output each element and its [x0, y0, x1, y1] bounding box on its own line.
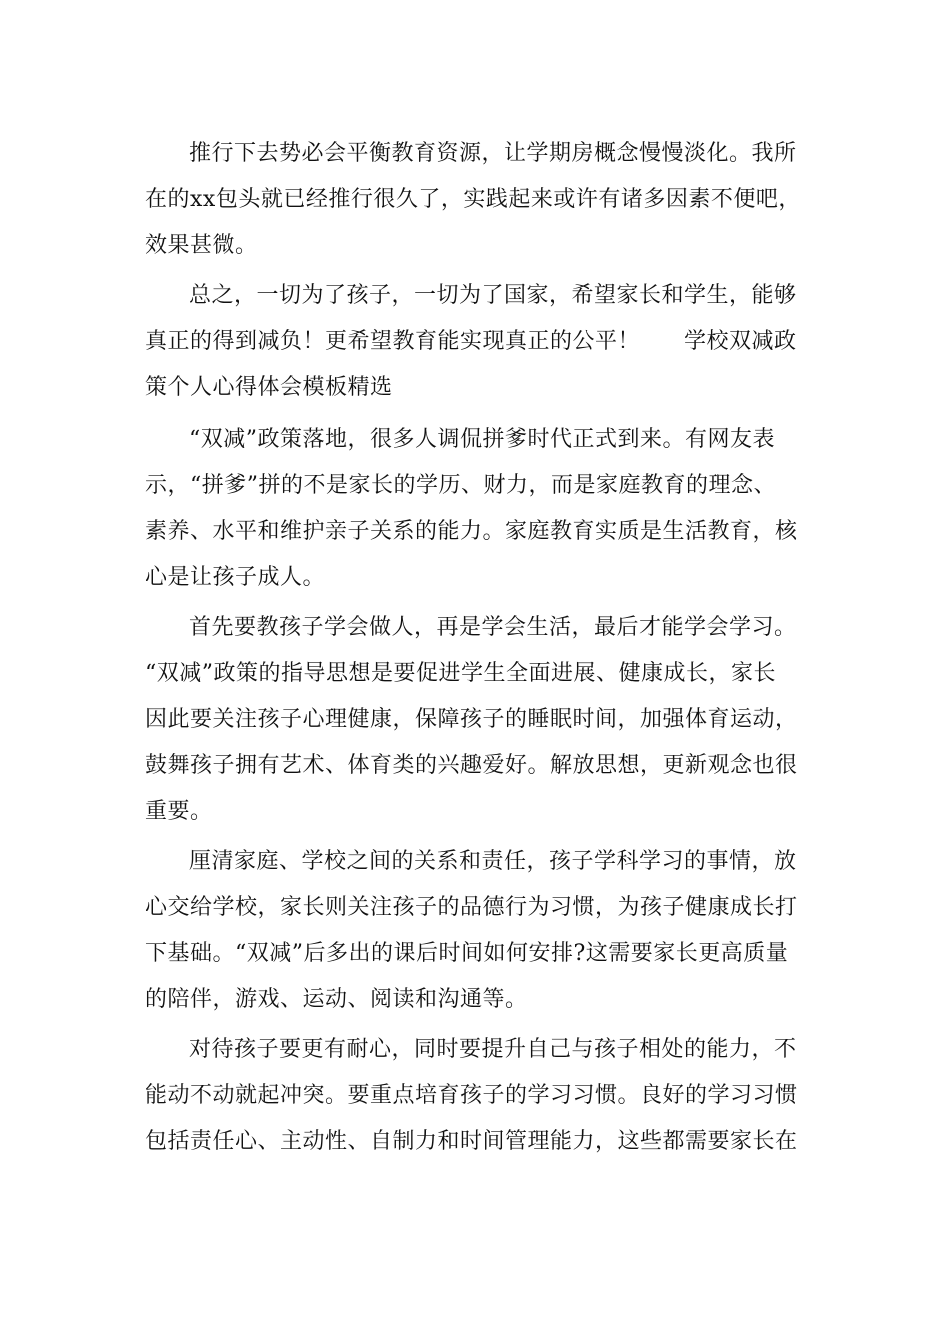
paragraph-line: 效果甚微。	[145, 233, 258, 258]
paragraph-line: 示，“拼爹”拼的不是家长的学历、财力，而是家庭教育的理念、	[145, 473, 776, 498]
paragraph-line: 总之，一切为了孩子，一切为了国家，希望家长和学生，能够	[189, 283, 797, 308]
paragraph-line: 因此要关注孩子心理健康，保障孩子的睡眠时间，加强体育运动，	[145, 707, 798, 732]
paragraph-line: 重要。	[145, 799, 213, 824]
paragraph-5	[145, 839, 810, 1023]
paragraph-6	[145, 1027, 810, 1165]
paragraph-line: 真正的得到减负！更希望教育能实现真正的公平！	[145, 329, 641, 354]
paragraph-line: 包括责任心、主动性、自制力和时间管理能力，这些都需要家长在	[145, 1129, 798, 1154]
paragraph-line: “双减”政策落地，很多人调侃拼爹时代正式到来。有网友表	[189, 427, 775, 452]
paragraph-line: 在的xx包头就已经推行很久了，实践起来或许有诸多因素不便吧，	[145, 187, 801, 212]
paragraph-line: 素养、水平和维护亲子关系的能力。家庭教育实质是生活教育，核	[145, 519, 798, 544]
paragraph-3	[145, 417, 810, 601]
paragraph-line: 厘清家庭、学校之间的关系和责任，孩子学科学习的事情，放	[189, 849, 797, 874]
document-body	[145, 131, 810, 1165]
paragraph-line: 对待孩子要更有耐心，同时要提升自己与孩子相处的能力，不	[189, 1037, 797, 1062]
paragraph-line: 鼓舞孩子拥有艺术、体育类的兴趣爱好。解放思想，更新观念也很	[145, 753, 798, 778]
paragraph-4	[145, 605, 810, 835]
paragraph-line-with-heading	[145, 319, 810, 365]
section-heading-end: 策个人心得体会模板精选	[145, 375, 393, 400]
paragraph-line: 的陪伴，游戏、运动、阅读和沟通等。	[145, 987, 528, 1012]
paragraph-line: “双减”政策的指导思想是要促进学生全面进展、健康成长，家长	[145, 661, 776, 686]
paragraph-line: 心交给学校，家长则关注孩子的品德行为习惯，为孩子健康成长打	[145, 895, 798, 920]
paragraph-line: 首先要教孩子学会做人，再是学会生活，最后才能学会学习。	[189, 615, 797, 640]
paragraph-1	[145, 131, 810, 269]
paragraph-line: 下基础。“双减”后多出的课后时间如何安排?这需要家长更高质量	[145, 941, 789, 966]
paragraph-line: 心是让孩子成人。	[145, 565, 326, 590]
paragraph-2	[145, 273, 810, 411]
paragraph-line: 推行下去势必会平衡教育资源，让学期房概念慢慢淡化。我所	[189, 141, 797, 166]
section-heading-start: 学校双减政	[684, 329, 797, 354]
paragraph-line: 能动不动就起冲突。要重点培育孩子的学习习惯。良好的学习习惯	[145, 1083, 798, 1108]
